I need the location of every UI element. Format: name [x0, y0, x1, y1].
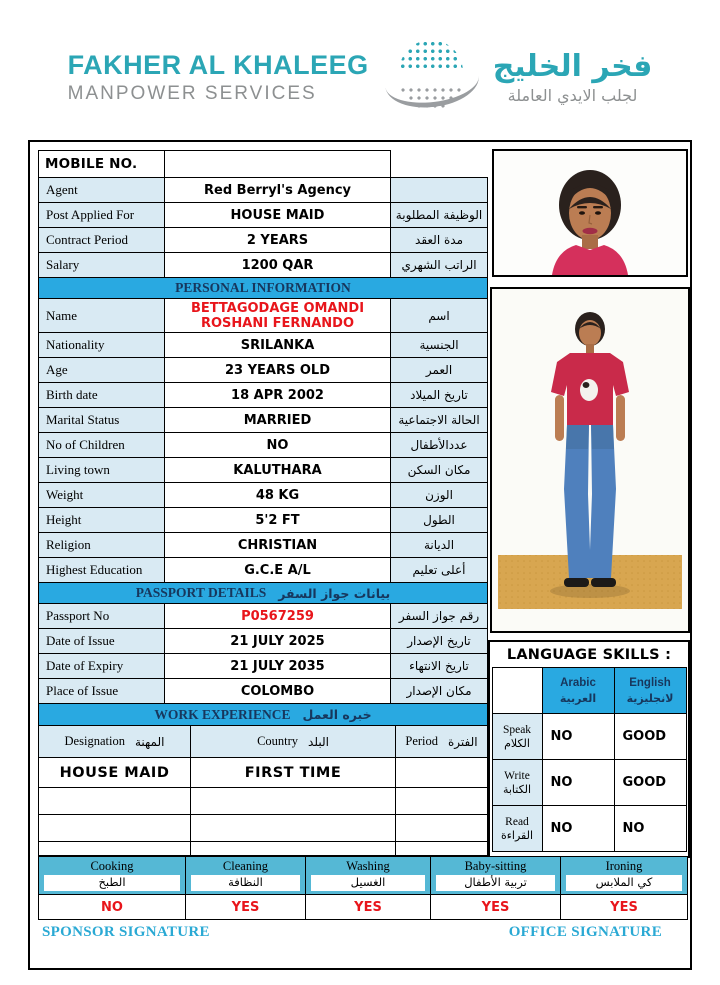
language-row-arabic-label: القراءة [500, 828, 534, 842]
row-label-arabic: عددالأطفال [391, 433, 488, 458]
row-label-arabic: الوظيفة المطلوبة [391, 203, 488, 228]
section-title: PASSPORT DETAILS [135, 585, 267, 600]
sponsor-signature-label: SPONSOR SIGNATURE [42, 924, 210, 940]
write-english-value: GOOD [615, 760, 687, 806]
row-label: Date of Expiry [39, 654, 165, 679]
skill-label-arabic: النظافة [191, 875, 300, 891]
row-label: No of Children [39, 433, 165, 458]
column-header-designation [39, 726, 191, 758]
row-label: Name [39, 299, 165, 333]
full-body-illustration [492, 289, 688, 631]
mobile-no-row [38, 150, 391, 178]
table-row-passport-no [39, 604, 488, 629]
work-experience-row [39, 758, 488, 788]
speak-english-value: GOOD [615, 714, 687, 760]
read-arabic-value: NO [543, 806, 615, 852]
skill-label-arabic: الطبخ [44, 875, 180, 891]
row-label-arabic [391, 178, 488, 203]
row-label-arabic: الطول [391, 508, 488, 533]
column-label-arabic: الفترة [448, 734, 478, 749]
brand-tagline-arabic: لجلب الايدي العاملة [507, 85, 638, 105]
brand-arabic [493, 50, 653, 105]
mobile-no-value [165, 151, 391, 178]
table-row-children [39, 433, 488, 458]
language-row-speak [493, 714, 543, 760]
row-label: Height [39, 508, 165, 533]
row-label-arabic: الديانة [391, 533, 488, 558]
candidate-full-body-photo [490, 287, 690, 633]
row-value: 2 YEARS [165, 228, 391, 253]
table-row-date-of-expiry [39, 654, 488, 679]
table-row-living-town [39, 458, 488, 483]
row-label: Post Applied For [39, 203, 165, 228]
globe-swoosh [382, 50, 482, 112]
row-label: Living town [39, 458, 165, 483]
language-column-label: English [629, 676, 671, 689]
household-skills-table [38, 856, 688, 920]
row-value: KALUTHARA [165, 458, 391, 483]
row-value: CHRISTIAN [165, 533, 391, 558]
work-experience-columns [39, 726, 488, 758]
speak-arabic-value: NO [543, 714, 615, 760]
language-row-arabic-label: الكتابة [502, 782, 532, 796]
country-value: FIRST TIME [191, 758, 396, 788]
work-experience-header [39, 704, 488, 726]
row-label-arabic: مكان الإصدار [391, 679, 488, 704]
row-label: Place of Issue [39, 679, 165, 704]
table-row-birth-date [39, 383, 488, 408]
row-label-arabic: اسم [391, 299, 488, 333]
row-label: Salary [39, 253, 165, 278]
country-value [191, 842, 396, 856]
designation-value [39, 815, 191, 842]
column-label-arabic: البلد [308, 734, 329, 749]
candidate-name: BETTAGODAGE OMANDI ROSHANI FERNANDO [190, 300, 365, 331]
country-value [191, 815, 396, 842]
row-label-arabic: تاريخ الميلاد [391, 383, 488, 408]
skill-label: Ironing [605, 859, 643, 873]
table-row-height [39, 508, 488, 533]
column-label: Designation [64, 734, 125, 748]
row-label: Religion [39, 533, 165, 558]
language-row-label: Speak [502, 723, 532, 736]
column-header-country [191, 726, 396, 758]
language-column-english [615, 668, 687, 714]
read-english-value: NO [615, 806, 687, 852]
language-row-write [493, 760, 543, 806]
row-value: G.C.E A/L [165, 558, 391, 583]
table-row-contract-period [39, 228, 488, 253]
row-label-arabic: مكان السكن [391, 458, 488, 483]
row-label-arabic: رقم جواز السفر [391, 604, 488, 629]
language-column-arabic-label: العربية [559, 691, 597, 705]
passport-details-header [39, 583, 488, 604]
main-table-rows [38, 177, 488, 856]
language-row-read [493, 806, 543, 852]
work-experience-row [39, 815, 488, 842]
mobile-no-label: MOBILE NO. [39, 151, 165, 178]
period-value [396, 788, 488, 815]
language-column-label: Arabic [560, 676, 596, 689]
row-value: 1200 QAR [165, 253, 391, 278]
table-row-salary [39, 253, 488, 278]
table-row-marital-status [39, 408, 488, 433]
skill-value-baby-sitting: YES [431, 895, 561, 920]
designation-value: HOUSE MAID [39, 758, 191, 788]
row-value: MARRIED [165, 408, 391, 433]
work-experience-row [39, 842, 488, 856]
row-value: 21 JULY 2025 [165, 629, 391, 654]
designation-value [39, 842, 191, 856]
table-row-education [39, 558, 488, 583]
brand-header [0, 0, 720, 114]
row-label-arabic: أعلى تعليم [391, 558, 488, 583]
skill-label-arabic: الغسيل [311, 875, 425, 891]
column-header-period [396, 726, 488, 758]
language-column-arabic-label: لانجليزية [626, 691, 674, 705]
brand-english [68, 50, 369, 105]
row-label-arabic: تاريخ الإصدار [391, 629, 488, 654]
row-value [165, 299, 391, 333]
row-label-arabic: تاريخ الانتهاء [391, 654, 488, 679]
table-row-age [39, 358, 488, 383]
language-row-label: Read [505, 815, 529, 828]
row-label: Age [39, 358, 165, 383]
period-value [396, 815, 488, 842]
write-arabic-value: NO [543, 760, 615, 806]
section-title-arabic: بيانات جواز السفر [278, 585, 391, 601]
language-corner-cell [493, 668, 543, 714]
column-label-arabic: المهنة [134, 734, 165, 749]
row-label: Highest Education [39, 558, 165, 583]
table-row-post-applied [39, 203, 488, 228]
office-signature-label: OFFICE SIGNATURE [508, 924, 662, 940]
skill-header-ironing [561, 857, 688, 895]
row-label-arabic: الحالة الاجتماعية [391, 408, 488, 433]
row-value: 23 YEARS OLD [165, 358, 391, 383]
skill-header-cleaning [186, 857, 306, 895]
row-value: COLOMBO [165, 679, 391, 704]
language-skills-title: LANGUAGE SKILLS : [506, 647, 672, 663]
skill-value-ironing: YES [561, 895, 688, 920]
row-label: Contract Period [39, 228, 165, 253]
row-value: Red Berryl's Agency [165, 178, 391, 203]
row-value: 48 KG [165, 483, 391, 508]
table-row-name [39, 299, 488, 333]
section-title: WORK EXPERIENCE [154, 706, 291, 722]
column-label: Country [257, 734, 299, 748]
candidate-headshot-photo [492, 149, 688, 277]
row-label: Nationality [39, 333, 165, 358]
section-title-arabic: خبره العمل [302, 707, 372, 722]
skill-label-arabic: كي الملابس [566, 875, 682, 891]
row-value: P0567259 [165, 604, 391, 629]
skill-value-cooking: NO [39, 895, 186, 920]
row-label: Birth date [39, 383, 165, 408]
table-row-place-of-issue [39, 679, 488, 704]
row-value: 21 JULY 2035 [165, 654, 391, 679]
row-label: Marital Status [39, 408, 165, 433]
skill-header-baby-sitting [431, 857, 561, 895]
skill-label: Washing [346, 859, 390, 873]
brand-name-english: FAKHER AL KHALEEG [67, 49, 369, 80]
personal-information-header [39, 278, 488, 299]
language-row-arabic-label: الكلام [504, 736, 530, 750]
table-row-nationality [39, 333, 488, 358]
row-label-arabic: العمر [391, 358, 488, 383]
row-label: Date of Issue [39, 629, 165, 654]
row-label-arabic: مدة العقد [391, 228, 488, 253]
section-title: PERSONAL INFORMATION [175, 280, 351, 295]
skill-header-cooking [39, 857, 186, 895]
row-label-arabic: الراتب الشهري [391, 253, 488, 278]
skill-label: Baby-sitting [464, 859, 527, 873]
skill-value-cleaning: YES [186, 895, 306, 920]
period-value [396, 842, 488, 856]
period-value [396, 758, 488, 788]
skill-label: Cleaning [222, 859, 269, 873]
row-label-arabic: الوزن [391, 483, 488, 508]
table-row-religion [39, 533, 488, 558]
signature-row [42, 924, 662, 941]
row-value: 5'2 FT [165, 508, 391, 533]
language-skills-table [492, 667, 687, 852]
country-value [191, 788, 396, 815]
brand-name-arabic: فخر الخليج [492, 48, 653, 84]
skill-label-arabic: تربية الأطفال [436, 875, 555, 891]
row-label-arabic: الجنسية [391, 333, 488, 358]
column-label: Period [405, 734, 439, 748]
table-row-weight [39, 483, 488, 508]
row-value: 18 APR 2002 [165, 383, 391, 408]
row-value: SRILANKA [165, 333, 391, 358]
row-label: Weight [39, 483, 165, 508]
skill-label: Cooking [90, 859, 134, 873]
language-column-arabic [543, 668, 615, 714]
globe-logo-icon [391, 40, 471, 114]
skill-value-washing: YES [306, 895, 431, 920]
brand-tagline-english: MANPOWER SERVICES [67, 82, 317, 104]
work-experience-row [39, 788, 488, 815]
row-value: HOUSE MAID [165, 203, 391, 228]
table-row-date-of-issue [39, 629, 488, 654]
table-row-agent [39, 178, 488, 203]
language-row-label: Write [504, 769, 530, 782]
skill-header-washing [306, 857, 431, 895]
form-frame [28, 140, 692, 970]
row-label: Agent [39, 178, 165, 203]
headshot-illustration [494, 151, 686, 275]
row-label: Passport No [39, 604, 165, 629]
main-table [38, 150, 488, 856]
language-skills-box [488, 640, 690, 858]
designation-value [39, 788, 191, 815]
row-value: NO [165, 433, 391, 458]
